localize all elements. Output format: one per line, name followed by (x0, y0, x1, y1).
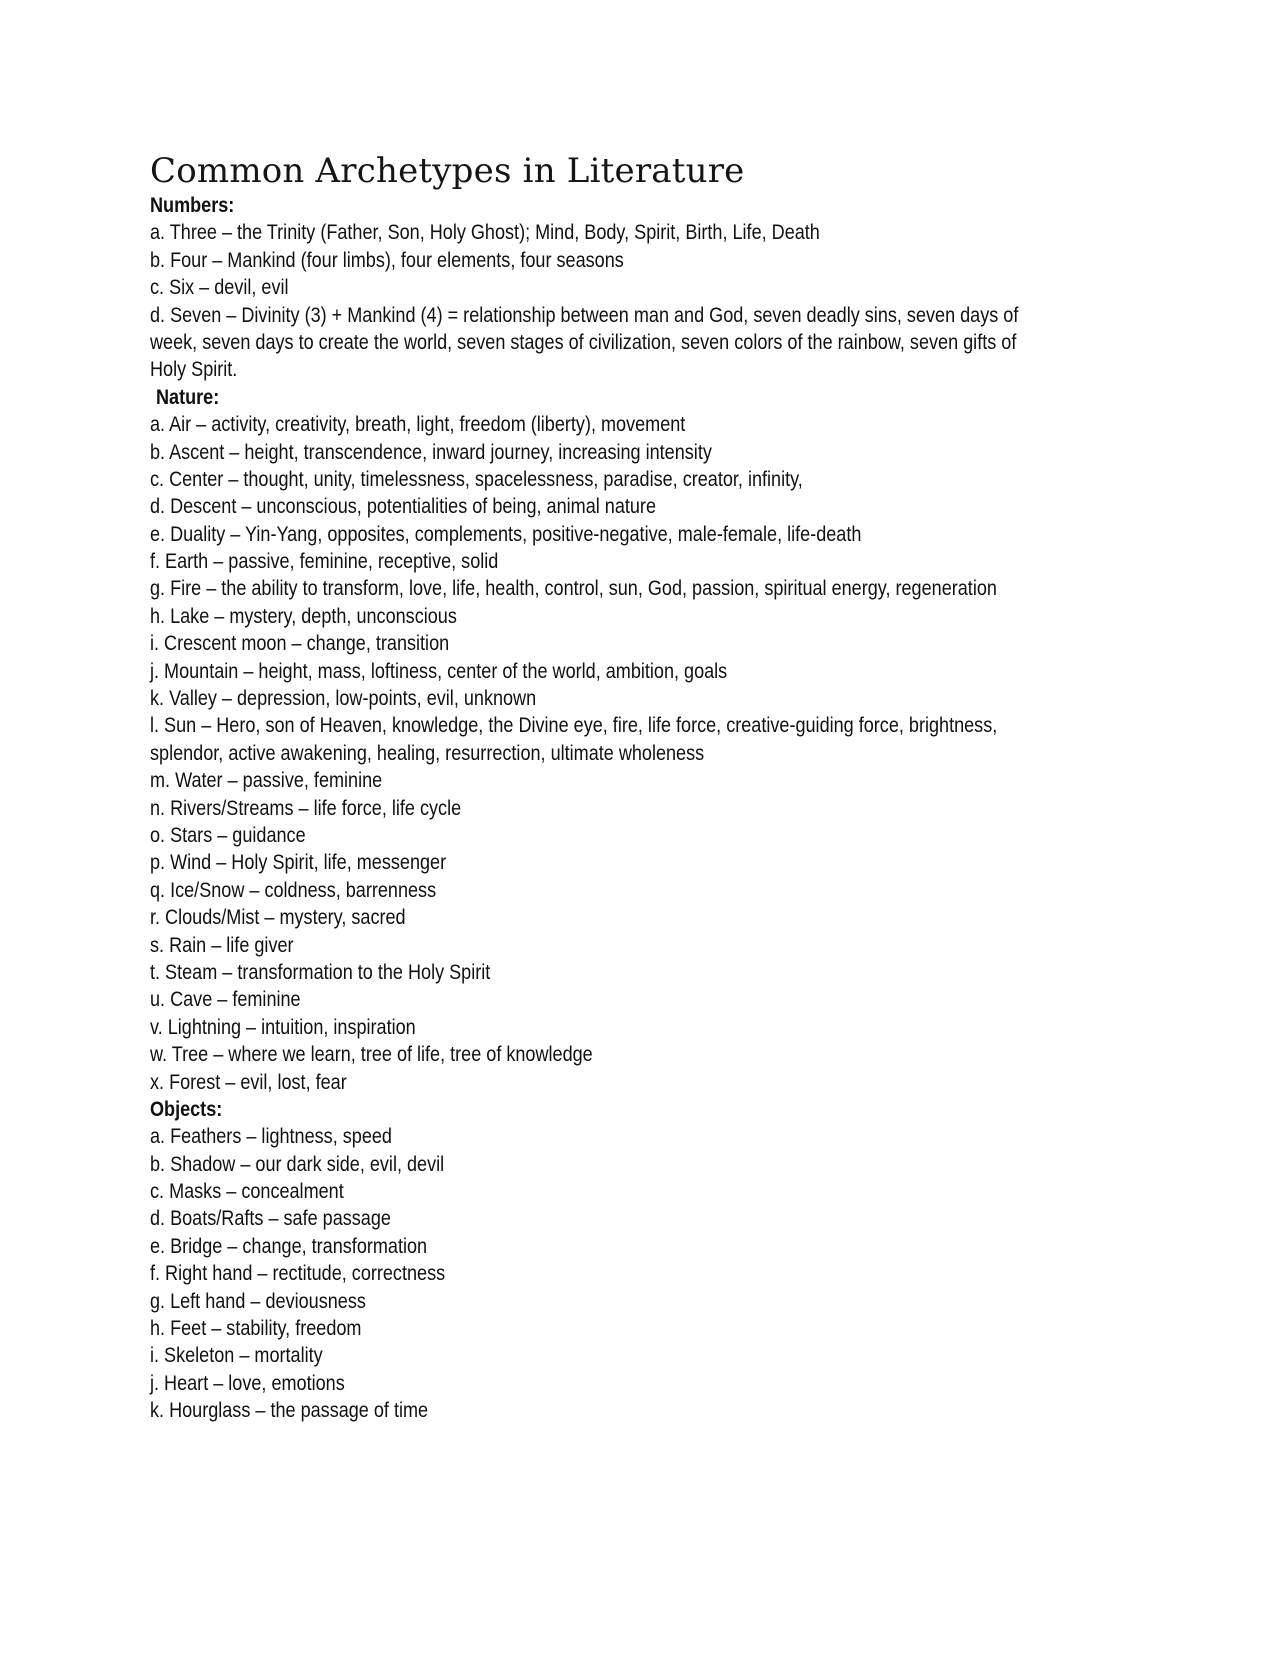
entry-text: k. Hourglass – the passage of time (150, 1399, 429, 1423)
document-page (150, 150, 1110, 1425)
list-item (150, 439, 1110, 466)
list-item (150, 712, 1110, 767)
objects-list (150, 1123, 1110, 1424)
entry-text: d. Seven – Divinity (3) + Mankind (4) = relationship between man and God, seven deadly sins, seven days of (150, 303, 1019, 327)
list-item (150, 1014, 1110, 1041)
entry-text: c. Six – devil, evil (150, 276, 289, 300)
entry-text: a. Three – the Trinity (Father, Son, Holy Ghost); Mind, Body, Spirit, Birth, Life, Death (150, 221, 820, 245)
entry-text: e. Bridge – change, transformation (150, 1234, 428, 1258)
entry-text: h. Feet – stability, freedom (150, 1317, 362, 1341)
nature-list (150, 411, 1110, 1096)
list-item (150, 959, 1110, 986)
list-item (150, 302, 1110, 384)
list-item (150, 493, 1110, 520)
entry-text: n. Rivers/Streams – life force, life cycle (150, 796, 462, 820)
list-item (150, 247, 1110, 274)
entry-text-continued: splendor, active awakening, healing, resurrection, ultimate wholeness (150, 741, 705, 765)
list-item (150, 986, 1110, 1013)
list-item (150, 767, 1110, 794)
list-item (150, 1260, 1110, 1287)
entry-text: m. Water – passive, feminine (150, 769, 383, 793)
entry-text: f. Right hand – rectitude, correctness (150, 1262, 446, 1286)
entry-text: b. Ascent – height, transcendence, inward journey, increasing intensity (150, 440, 712, 464)
entry-text: j. Heart – love, emotions (150, 1371, 345, 1395)
list-item (150, 1233, 1110, 1260)
entry-text: x. Forest – evil, lost, fear (150, 1070, 347, 1094)
list-item (150, 1288, 1110, 1315)
entry-text: b. Shadow – our dark side, evil, devil (150, 1152, 445, 1176)
list-item (150, 1342, 1110, 1369)
entry-text-continued: Holy Spirit. (150, 358, 238, 382)
list-item (150, 466, 1110, 493)
entry-text: c. Masks – concealment (150, 1180, 344, 1204)
entry-text: p. Wind – Holy Spirit, life, messenger (150, 851, 447, 875)
list-item (150, 1151, 1110, 1178)
list-item (150, 411, 1110, 438)
entry-text: h. Lake – mystery, depth, unconscious (150, 604, 457, 628)
entry-text: v. Lightning – intuition, inspiration (150, 1015, 416, 1039)
entry-text: c. Center – thought, unity, timelessness, spacelessness, paradise, creator, infinity, (150, 467, 803, 491)
entry-text: a. Feathers – lightness, speed (150, 1125, 392, 1149)
entry-text: b. Four – Mankind (four limbs), four elements, four seasons (150, 248, 624, 272)
entry-text: g. Fire – the ability to transform, love, life, health, control, sun, God, passion, spiritual energy, regeneration (150, 577, 997, 601)
section-nature (150, 384, 1110, 1096)
entry-text: o. Stars – guidance (150, 823, 306, 847)
list-item (150, 1315, 1110, 1342)
list-item (150, 1069, 1110, 1096)
list-item (150, 274, 1110, 301)
list-item (150, 932, 1110, 959)
list-item (150, 548, 1110, 575)
entry-text: g. Left hand – deviousness (150, 1289, 366, 1313)
list-item (150, 849, 1110, 876)
entry-text: t. Steam – transformation to the Holy Spirit (150, 960, 491, 984)
list-item (150, 877, 1110, 904)
list-item (150, 1370, 1110, 1397)
list-item (150, 1041, 1110, 1068)
page-title: Common Archetypes in Literature (150, 151, 745, 191)
entry-text: f. Earth – passive, feminine, receptive, solid (150, 550, 499, 574)
section-heading-nature: Nature: (156, 385, 220, 409)
entry-text: i. Skeleton – mortality (150, 1344, 323, 1368)
entry-text: q. Ice/Snow – coldness, barrenness (150, 878, 437, 902)
list-item (150, 603, 1110, 630)
entry-text: e. Duality – Yin-Yang, opposites, complements, positive-negative, male-female, life-death (150, 522, 862, 546)
list-item (150, 795, 1110, 822)
entry-text-continued: week, seven days to create the world, seven stages of civilization, seven colors of the rainbow, seven gifts of (150, 330, 1017, 354)
list-item (150, 658, 1110, 685)
entry-text: r. Clouds/Mist – mystery, sacred (150, 906, 406, 930)
entry-text: j. Mountain – height, mass, loftiness, center of the world, ambition, goals (150, 659, 728, 683)
list-item (150, 521, 1110, 548)
list-item (150, 1397, 1110, 1424)
entry-text: a. Air – activity, creativity, breath, light, freedom (liberty), movement (150, 413, 686, 437)
list-item (150, 904, 1110, 931)
numbers-list (150, 219, 1110, 383)
section-numbers (150, 192, 1110, 384)
entry-text: k. Valley – depression, low-points, evil, unknown (150, 687, 537, 711)
entry-text: l. Sun – Hero, son of Heaven, knowledge, the Divine eye, fire, life force, creative-guiding force, brightness, (150, 714, 998, 738)
list-item (150, 1123, 1110, 1150)
entry-text: w. Tree – where we learn, tree of life, tree of knowledge (150, 1043, 593, 1067)
list-item (150, 219, 1110, 246)
entry-text: s. Rain – life giver (150, 933, 294, 957)
list-item (150, 1205, 1110, 1232)
section-heading-objects: Objects: (150, 1097, 223, 1121)
list-item (150, 685, 1110, 712)
section-heading-numbers: Numbers: (150, 194, 235, 217)
entry-text: d. Descent – unconscious, potentialities of being, animal nature (150, 495, 656, 519)
list-item (150, 822, 1110, 849)
list-item (150, 575, 1110, 602)
entry-text: i. Crescent moon – change, transition (150, 632, 450, 656)
list-item (150, 1178, 1110, 1205)
list-item (150, 630, 1110, 657)
entry-text: u. Cave – feminine (150, 988, 301, 1012)
entry-text: d. Boats/Rafts – safe passage (150, 1207, 391, 1231)
section-objects (150, 1096, 1110, 1425)
